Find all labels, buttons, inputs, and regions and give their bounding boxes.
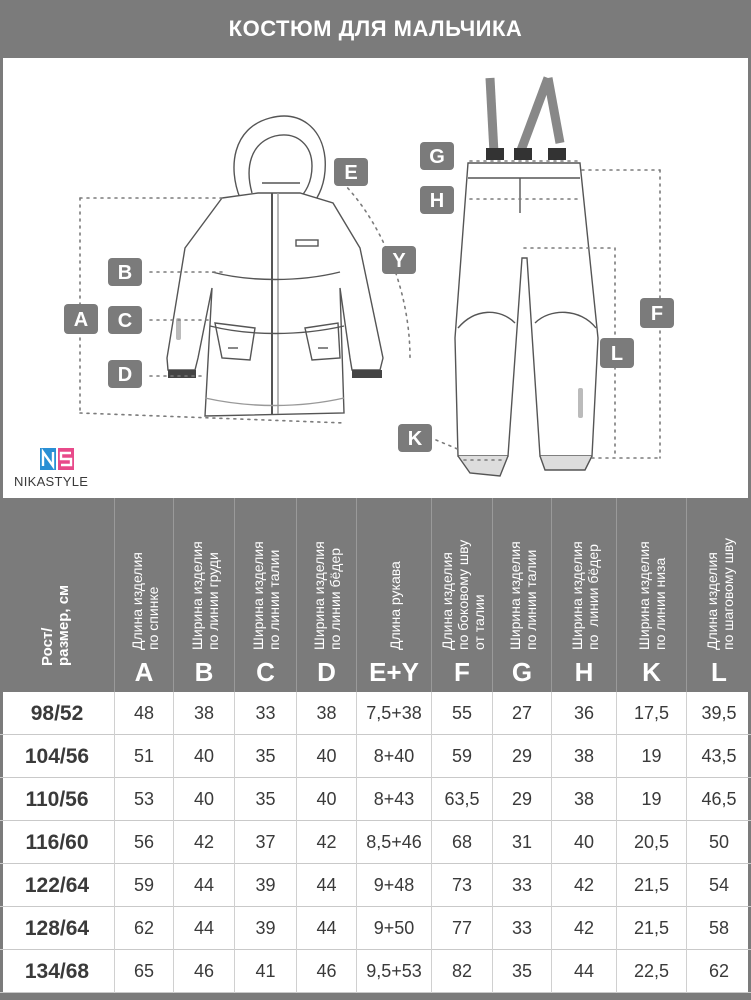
size-table xyxy=(0,498,751,1000)
callout-a: A xyxy=(73,309,89,331)
row-size: 116/60 xyxy=(25,831,89,854)
table-cell: 48 xyxy=(114,692,173,735)
title-bar xyxy=(0,0,751,58)
table-cell: 33 xyxy=(492,864,551,907)
table-cell: 40 xyxy=(296,778,356,821)
table-cell: 21,5 xyxy=(616,907,686,950)
table-cell: 58 xyxy=(686,907,751,950)
table-row xyxy=(0,950,751,993)
header-size-label: Рост/ размер, см xyxy=(39,584,72,666)
table-cell: 39 xyxy=(234,907,296,950)
table-cell: 19 xyxy=(616,778,686,821)
header-col-letter: K xyxy=(642,657,661,687)
table-cell: 44 xyxy=(551,950,616,993)
table-cell: 40 xyxy=(551,821,616,864)
pants-drawing xyxy=(455,78,598,476)
callout-b: B xyxy=(117,262,133,284)
header-col-label: Длина изделия по шаговому шву xyxy=(704,538,736,650)
table-cell: 77 xyxy=(431,907,492,950)
brand-logo xyxy=(14,448,124,498)
header-col-0 xyxy=(114,498,173,692)
header-col-label: Ширина изделия по линии бёдер xyxy=(311,541,343,650)
header-col-letter: D xyxy=(317,657,336,687)
table-row xyxy=(0,864,751,907)
table-cell: 38 xyxy=(296,692,356,735)
header-col-letter: H xyxy=(574,657,594,687)
table-cell: 39,5 xyxy=(686,692,751,735)
table-cell: 59 xyxy=(431,735,492,778)
table-cell: 62 xyxy=(686,950,751,993)
table-cell: 35 xyxy=(234,778,296,821)
header-col-7 xyxy=(551,498,616,692)
header-col-label: Длина изделия по боковому шву от талии xyxy=(439,539,487,650)
table-cell: 44 xyxy=(173,907,234,950)
table-cell: 42 xyxy=(551,864,616,907)
row-size: 134/68 xyxy=(24,960,90,983)
header-col-1 xyxy=(173,498,234,692)
table-cell: 8+40 xyxy=(356,735,431,778)
table-row xyxy=(0,907,751,950)
header-col-letter: E+Y xyxy=(369,657,419,687)
callout-l: L xyxy=(610,343,624,365)
table-cell: 20,5 xyxy=(616,821,686,864)
table-cell: 39 xyxy=(234,864,296,907)
row-size: 110/56 xyxy=(25,788,89,811)
row-size: 122/64 xyxy=(24,874,90,897)
callout-f: F xyxy=(650,303,664,325)
header-col-5 xyxy=(431,498,492,692)
table-cell: 9+48 xyxy=(356,864,431,907)
header-col-letter: C xyxy=(256,657,275,687)
table-cell: 62 xyxy=(114,907,173,950)
header-col-9 xyxy=(686,498,751,692)
header-col-label: Ширина изделия по линии низа xyxy=(636,541,668,650)
garment-diagram xyxy=(0,58,751,498)
header-col-letter: F xyxy=(454,657,470,687)
table-cell: 36 xyxy=(551,692,616,735)
table-cell: 38 xyxy=(551,735,616,778)
table-cell: 46 xyxy=(173,950,234,993)
callout-c: C xyxy=(117,310,133,332)
callout-d: D xyxy=(117,364,133,386)
callout-y: Y xyxy=(392,250,406,272)
page-title: КОСТЮМ ДЛЯ МАЛЬЧИКА xyxy=(228,16,523,41)
bottom-bar xyxy=(0,993,751,1000)
callout-e: E xyxy=(344,162,358,184)
table-cell: 35 xyxy=(234,735,296,778)
table-row xyxy=(0,692,751,735)
table-cell: 31 xyxy=(492,821,551,864)
table-cell: 8+43 xyxy=(356,778,431,821)
nikastyle-logo-icon xyxy=(40,448,74,470)
table-row xyxy=(0,778,751,821)
header-col-8 xyxy=(616,498,686,692)
table-cell: 65 xyxy=(114,950,173,993)
table-cell: 29 xyxy=(492,778,551,821)
table-cell: 44 xyxy=(296,864,356,907)
header-col-3 xyxy=(296,498,356,692)
table-cell: 46,5 xyxy=(686,778,751,821)
table-cell: 55 xyxy=(431,692,492,735)
table-cell: 38 xyxy=(551,778,616,821)
header-col-label: Ширина изделия по линии бёдер xyxy=(569,541,601,650)
table-cell: 17,5 xyxy=(616,692,686,735)
header-col-2 xyxy=(234,498,296,692)
table-cell: 56 xyxy=(114,821,173,864)
callout-g: G xyxy=(429,146,445,168)
table-cell: 51 xyxy=(114,735,173,778)
table-cell: 38 xyxy=(173,692,234,735)
row-size: 104/56 xyxy=(24,745,90,768)
table-cell: 37 xyxy=(234,821,296,864)
table-cell: 22,5 xyxy=(616,950,686,993)
header-col-label: Длина изделия по спинке xyxy=(129,552,161,650)
table-cell: 42 xyxy=(173,821,234,864)
header-col-label: Ширина изделия по линии талии xyxy=(507,541,539,650)
table-cell: 53 xyxy=(114,778,173,821)
table-cell: 46 xyxy=(296,950,356,993)
table-cell: 73 xyxy=(431,864,492,907)
table-cell: 68 xyxy=(431,821,492,864)
table-cell: 35 xyxy=(492,950,551,993)
table-cell: 41 xyxy=(234,950,296,993)
brand-name: NIKASTYLE xyxy=(14,474,89,489)
header-size xyxy=(0,498,114,692)
header-col-letter: A xyxy=(134,657,154,687)
header-col-letter: G xyxy=(511,657,533,687)
callout-k: K xyxy=(407,428,423,450)
table-cell: 33 xyxy=(492,907,551,950)
table-cell: 44 xyxy=(296,907,356,950)
header-col-label: Ширина изделия по линии талии xyxy=(250,541,282,650)
garment-drawing xyxy=(0,58,751,498)
table-cell: 54 xyxy=(686,864,751,907)
table-cell: 19 xyxy=(616,735,686,778)
table-cell: 43,5 xyxy=(686,735,751,778)
table-cell: 33 xyxy=(234,692,296,735)
row-size: 98/52 xyxy=(30,702,84,725)
table-cell: 21,5 xyxy=(616,864,686,907)
table-cell: 9+50 xyxy=(356,907,431,950)
header-col-letter: L xyxy=(711,657,727,687)
header-col-letter: B xyxy=(194,657,214,687)
table-cell: 40 xyxy=(173,778,234,821)
table-cell: 7,5+38 xyxy=(356,692,431,735)
table-cell: 27 xyxy=(492,692,551,735)
table-cell: 40 xyxy=(296,735,356,778)
table-row xyxy=(0,821,751,864)
table-cell: 82 xyxy=(431,950,492,993)
table-cell: 42 xyxy=(296,821,356,864)
table-cell: 9,5+53 xyxy=(356,950,431,993)
table-row xyxy=(0,735,751,778)
table-cell: 40 xyxy=(173,735,234,778)
table-cell: 44 xyxy=(173,864,234,907)
header-col-label: Ширина изделия по линии груди xyxy=(189,541,221,650)
table-cell: 8,5+46 xyxy=(356,821,431,864)
size-table-header xyxy=(0,498,751,692)
table-cell: 50 xyxy=(686,821,751,864)
table-cell: 63,5 xyxy=(431,778,492,821)
header-col-label: Длина рукава xyxy=(387,561,403,650)
header-col-4 xyxy=(356,498,431,692)
table-cell: 59 xyxy=(114,864,173,907)
table-cell: 42 xyxy=(551,907,616,950)
table-cell: 29 xyxy=(492,735,551,778)
header-col-6 xyxy=(492,498,551,692)
row-size: 128/64 xyxy=(24,917,90,940)
callout-h: H xyxy=(429,190,445,212)
